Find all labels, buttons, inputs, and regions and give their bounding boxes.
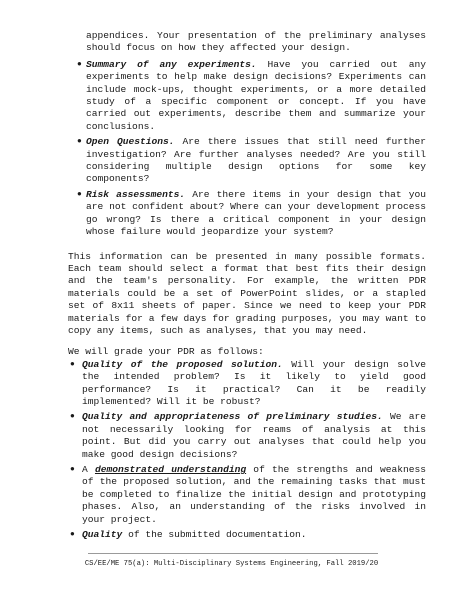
grading-text: We are not necessarily looking for reams of analysis at this point. But did you carry out analyses that could help you make good design decisions? xyxy=(82,411,426,460)
grading-list xyxy=(68,359,426,542)
grading-term: Quality of the proposed solution. xyxy=(82,358,283,370)
grading-prefix: A xyxy=(82,464,95,475)
page-body xyxy=(68,30,426,544)
deliverables-list xyxy=(68,59,426,239)
grading-item-documentation xyxy=(68,529,426,541)
page-footer: CS/EE/ME 75(a): Multi-Disciplinary Systems Engineering, Fall 2019/20 xyxy=(84,560,379,568)
grading-text: of the submitted documentation. xyxy=(122,529,307,541)
bullet-icon: ● xyxy=(77,59,82,69)
grading-text: Will your design solve the intended problem? Is it likely to yield good performance? Is it practical? Can it be readily implemented? Will it be robust? xyxy=(82,358,426,407)
grading-item-solution xyxy=(68,359,426,409)
list-item-experiments xyxy=(68,59,426,133)
grading-item-studies xyxy=(68,411,426,461)
list-item-risk-assessments xyxy=(68,189,426,239)
grading-term: demonstrated understanding xyxy=(94,464,247,475)
grading-term: Quality and appropriateness of preliminary studies. xyxy=(82,411,383,423)
bullet-icon: ● xyxy=(77,137,82,147)
footer-divider xyxy=(88,553,378,554)
list-item-term: Summary of any experiments. xyxy=(86,58,257,70)
grading-text: of the strengths and weakness of the proposed solution, and the remaining tasks that must be completed to finalize the initial design and prototyping phases. Also, an understanding of the risks involved in your project. xyxy=(82,464,427,525)
list-item-text: Have you carried out any experiments to help make design decisions? Experiments can include mock-ups, thought experiments, or a more detailed study of a specific component or concept. If you have carried out experiments, describe them and summarize your conclusions. xyxy=(86,58,426,132)
list-item-term: Open Questions. xyxy=(86,136,175,148)
grading-term: Quality xyxy=(82,529,123,541)
formats-paragraph: This information can be presented in many possible formats. Each team should select a format that best fits their design and the team's personality. For example, the written PDR materials could be a set of PowerPoint slides, or a stapled set of 8x11 sheets of paper. Since we need to keep your PDR materials for a few days for grading purposes, you may want to copy any items, such as analyses, that you may need. xyxy=(68,250,426,336)
list-item-text: Are there items in your design that you are not confident about? Where can your development process go wrong? Is there a critical component in your design whose failure would jeopardize your system? xyxy=(86,188,426,238)
bullet-icon: ● xyxy=(70,359,75,369)
list-item-text: Are there issues that still need further investigation? Are further analyses needed? Are you still considering multiple design options for some key components? xyxy=(86,136,427,185)
grading-item-understanding xyxy=(68,464,426,526)
list-item-term: Risk assessments. xyxy=(86,188,186,200)
list-item-open-questions xyxy=(68,136,426,186)
grading-intro: We will grade your PDR as follows: xyxy=(68,346,264,358)
bullet-icon: ● xyxy=(70,530,75,540)
continuation-paragraph: appendices. Your presentation of the preliminary analyses should focus on how they affected your design. xyxy=(86,30,426,54)
bullet-icon: ● xyxy=(70,465,75,474)
bullet-icon: ● xyxy=(77,189,82,199)
bullet-icon: ● xyxy=(70,412,75,422)
